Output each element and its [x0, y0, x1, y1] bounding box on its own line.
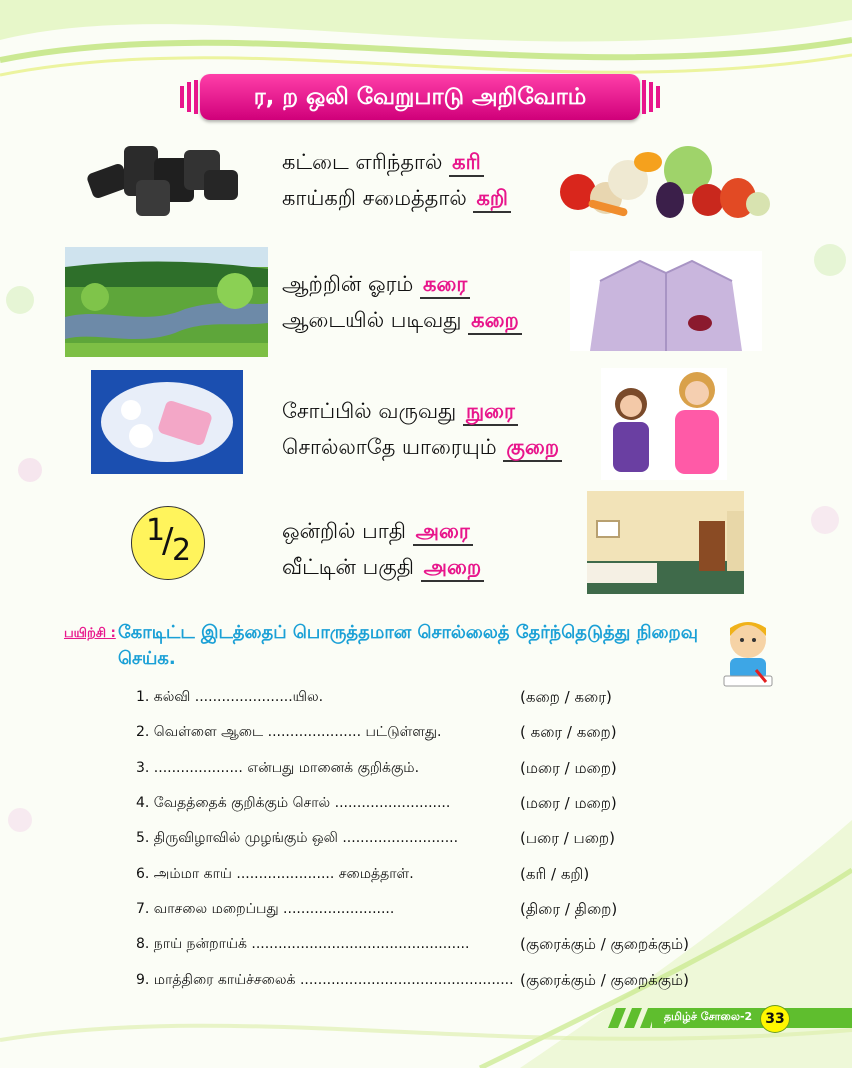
boy-writing-icon — [716, 616, 780, 688]
pair-3-line2: சொல்லாதே யாரையும் — [282, 435, 497, 459]
question-9-options: (குரைக்கும் / குறைக்கும்) — [520, 971, 689, 989]
pair-4-line2: வீட்டின் பகுதி — [282, 555, 414, 579]
pair-1-word1: கரி — [449, 149, 484, 177]
question-1-options: (கறை / கரை) — [520, 688, 612, 706]
pair-1-word2: கறி — [473, 185, 511, 213]
question-2: 2. வெள்ளை ஆடை ..................... பட்டுள்ளது. — [136, 724, 442, 740]
pair-1 — [282, 144, 511, 216]
pair-3 — [282, 393, 562, 465]
pair-4-word2: அறை — [421, 554, 485, 582]
pair-2-word1: கரை — [420, 271, 470, 299]
question-3-options: (மரை / மறை) — [520, 759, 617, 777]
question-5: 5. திருவிழாவில் முழங்கும் ஒலி .......................... — [136, 830, 459, 846]
pair-2-line1: ஆற்றின் ஓரம் — [282, 272, 414, 296]
vegetables-image — [558, 140, 770, 224]
river-image — [65, 247, 268, 357]
question-8-options: (குரைக்கும் / குறைக்கும்) — [520, 935, 689, 953]
half-denominator: 2 — [172, 533, 192, 568]
pair-2-word2: கறை — [468, 307, 522, 335]
pair-3-word2: குறை — [503, 434, 562, 462]
pair-4 — [282, 513, 484, 585]
soap-foam-image — [91, 370, 243, 474]
pair-2 — [282, 266, 522, 338]
page-title: ர, ற ஒலி வேறுபாடு அறிவோம் — [200, 74, 640, 120]
banner-right-cap — [642, 80, 660, 114]
question-4-options: (மரை / மறை) — [520, 794, 617, 812]
half-fraction-circle: 1 / 2 — [131, 506, 205, 580]
question-3: 3. .................... என்பது மானைக் குறிக்கும். — [136, 760, 420, 776]
banner-left-cap — [180, 80, 198, 114]
page-number: 33 — [760, 1005, 790, 1033]
pair-1-line1: கட்டை எரிந்தால் — [282, 150, 443, 174]
exercise-label: பயிற்சி : — [64, 626, 116, 641]
half-numerator: 1 — [146, 513, 166, 548]
room-image — [587, 491, 744, 594]
pair-4-word1: அரை — [413, 518, 473, 546]
question-6-options: (கரி / கறி) — [520, 865, 590, 883]
question-2-options: ( கரை / கறை) — [520, 723, 617, 741]
stained-shirt-image — [570, 251, 762, 351]
pair-3-line1: சோப்பில் வருவது — [282, 399, 457, 423]
charcoal-image — [84, 138, 244, 222]
question-5-options: (பரை / பறை) — [520, 829, 615, 847]
exercise-instruction: கோடிட்ட இடத்தைப் பொருத்தமான சொல்லைத் தேர்ந்தெடுத்து நிறைவு செய்க. — [118, 622, 699, 669]
question-7: 7. வாசலை மறைப்பது ......................... — [136, 901, 395, 917]
pair-1-line2: காய்கறி சமைத்தால் — [282, 186, 467, 210]
question-1: 1. கல்வி ......................யில. — [136, 689, 324, 705]
footer-book-title: தமிழ்ச் சோலை-2 — [664, 1010, 753, 1023]
footer-stripes — [608, 1008, 656, 1028]
question-7-options: (திரை / திறை) — [520, 900, 618, 918]
pair-2-line2: ஆடையில் படிவது — [282, 308, 462, 332]
question-9: 9. மாத்திரை காய்ச்சலைக் ................................................ — [136, 972, 514, 988]
pair-4-line1: ஒன்றில் பாதி — [282, 519, 406, 543]
pair-3-word1: நுரை — [463, 398, 518, 426]
question-6: 6. அம்மா காய் ...................... சமைத்தாள். — [136, 866, 414, 882]
question-4: 4. வேதத்தைக் குறிக்கும் சொல் .......................... — [136, 795, 451, 811]
question-8: 8. நாய் நன்றாய்க் ................................................. — [136, 936, 470, 952]
girls-whispering-image — [601, 368, 727, 480]
